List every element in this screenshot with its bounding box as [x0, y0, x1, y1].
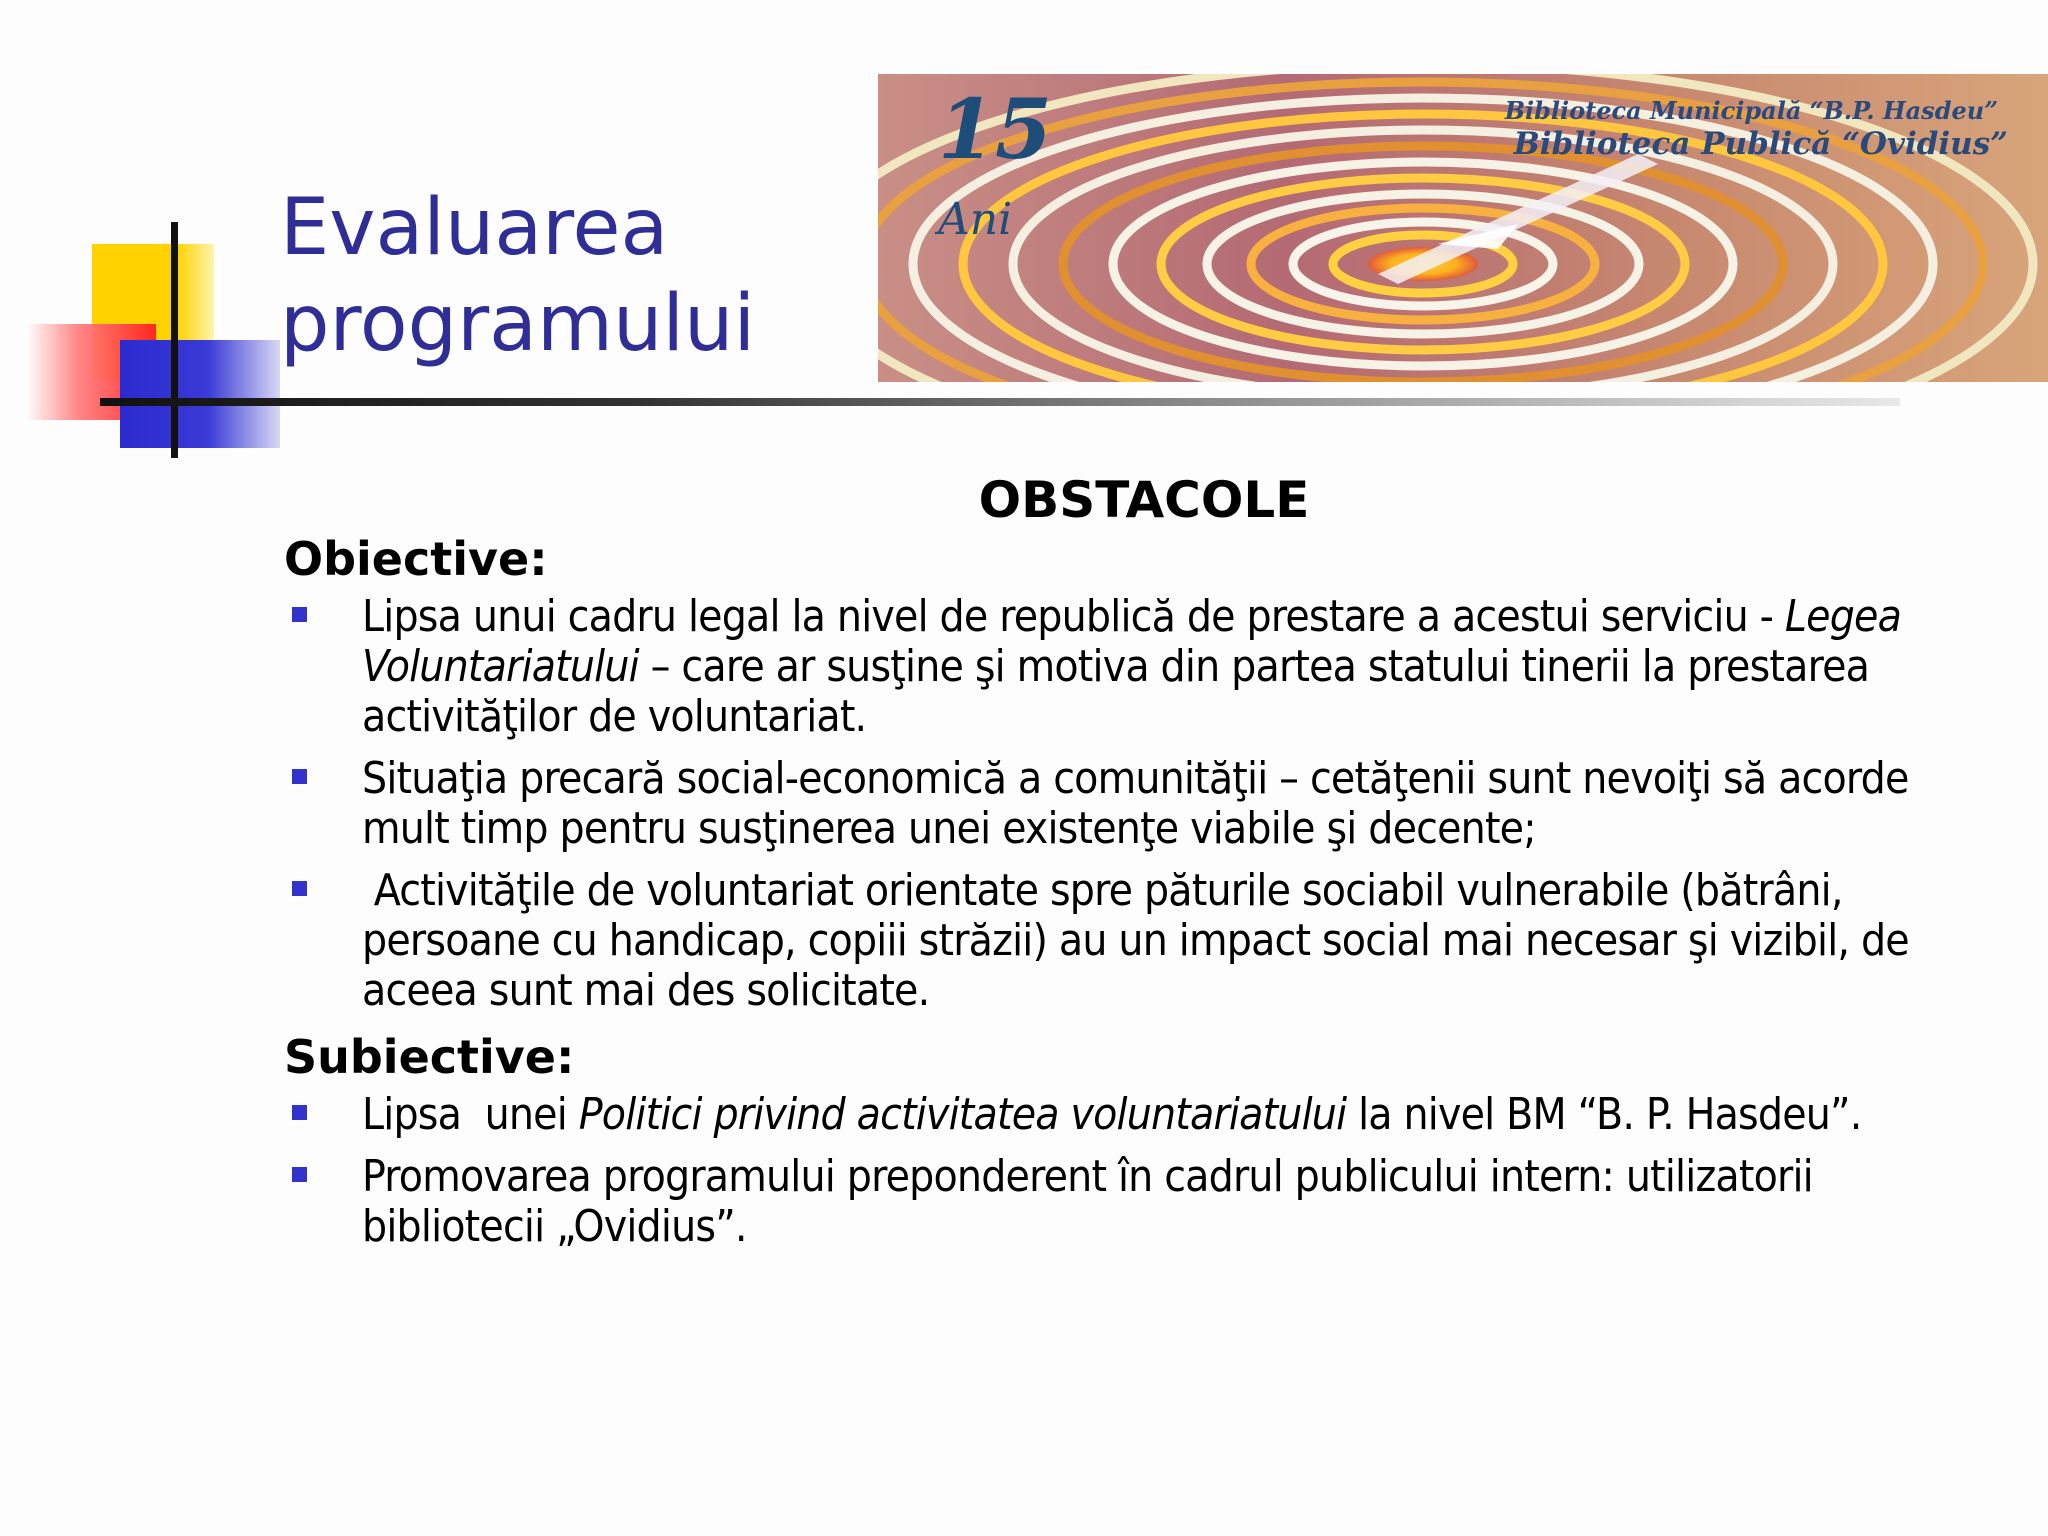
anniversary-number: 15 [938, 82, 1053, 178]
decor-vertical-line [171, 222, 178, 458]
decor-blue-square [120, 340, 280, 448]
bullet-square-icon [292, 607, 307, 622]
slide-title [280, 180, 755, 372]
title-divider-line [100, 398, 1900, 406]
banner-line-1: Biblioteca Municipală “B.P. Hasdeu” [1504, 96, 1998, 125]
slide-title-line-1: Evaluarea [280, 183, 669, 273]
subjective-label: Subiective: [284, 1030, 575, 1084]
objective-list [284, 592, 1984, 1016]
bullet-square-icon [292, 881, 307, 896]
section-heading: OBSTACOLE [978, 471, 1310, 529]
banner-line-2: Biblioteca Publică “Ovidius” [1513, 126, 2008, 162]
bullet-square-icon [292, 1105, 307, 1120]
objective-label: Obiective: [284, 532, 548, 586]
subjective-list [284, 1090, 1984, 1252]
slide-content [284, 470, 1984, 1264]
anniversary-word: Ani [938, 194, 1013, 245]
bullet-square-icon [292, 769, 307, 784]
library-banner-image [878, 74, 2048, 382]
list-item: Situaţia precară social-economică a comunităţii – cetăţenii sunt nevoiţi să acorde mult timp pentru susţinerea unei existenţe viabile şi decente; [284, 754, 1984, 854]
list-item: Lipsa unui cadru legal la nivel de republică de prestare a acestui serviciu - Legea Voluntariatului – care ar susţine şi motiva din partea statului tinerii la prestarea activităţilor de voluntariat. [284, 592, 1984, 742]
list-item: Lipsa unei Politici privind activitatea voluntariatului la nivel BM “B. P. Hasdeu”. [284, 1090, 1984, 1140]
list-item: Promovarea programului preponderent în cadrul publicului intern: utilizatorii bibliotecii „Ovidius”. [284, 1152, 1984, 1252]
bullet-square-icon [292, 1167, 307, 1182]
slide-title-line-2: programului [280, 279, 756, 369]
list-item: Activităţile de voluntariat orientate spre păturile sociabil vulnerabile (bătrâni, persoane cu handicap, copiii străzii) au un impact social mai necesar şi vizibil, de aceea sunt mai des solicitate. [284, 866, 1984, 1016]
